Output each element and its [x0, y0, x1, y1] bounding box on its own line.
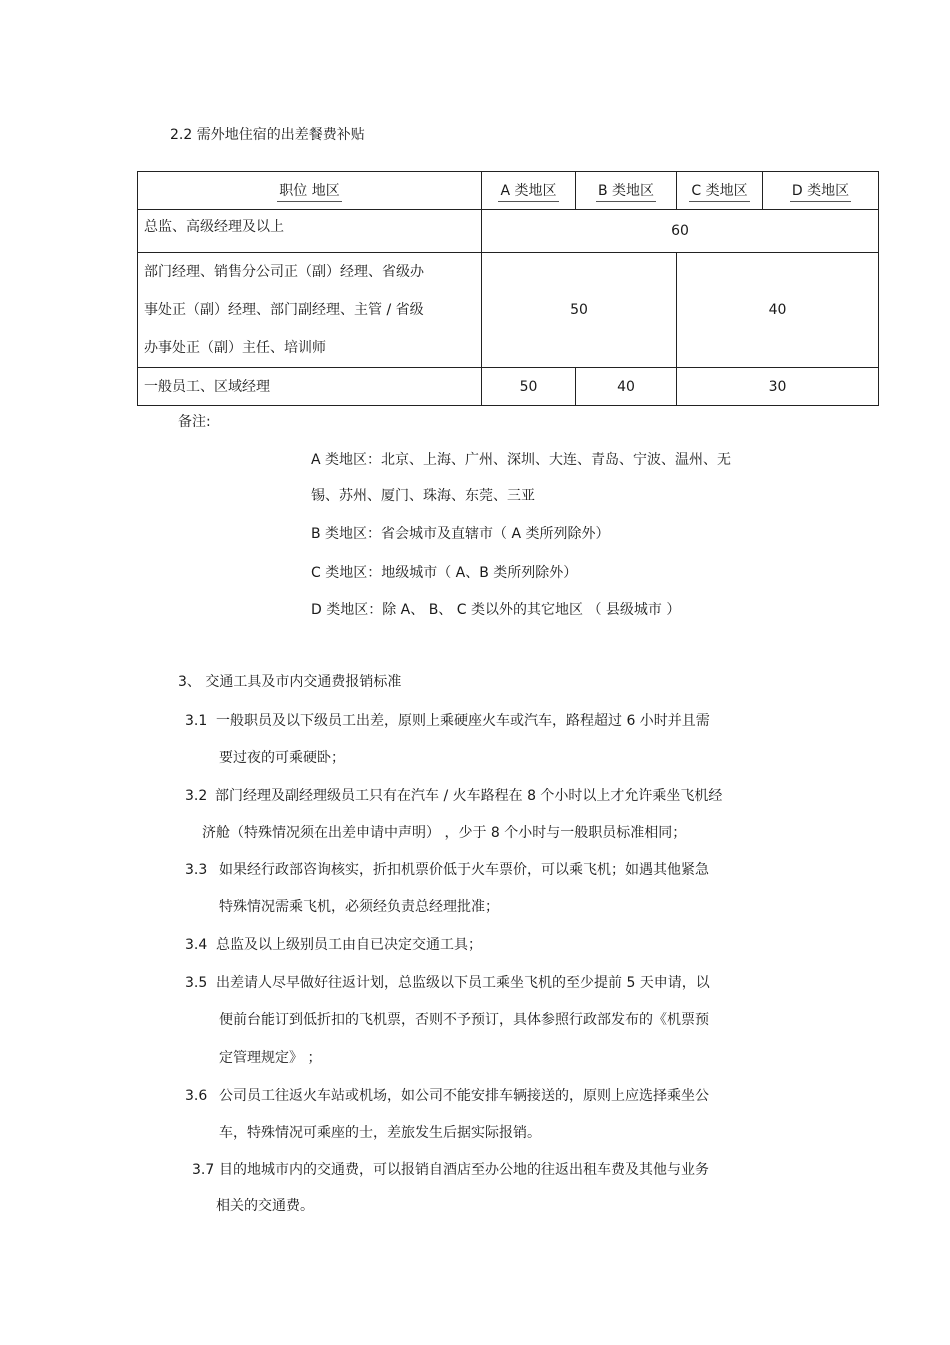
section-heading-3: 3、 交通工具及市内交通费报销标准 [178, 674, 402, 690]
note-line: B 类地区：省会城市及直辖市（ A 类所列除外） [311, 526, 610, 542]
header-area-b: B 类地区 [576, 172, 677, 210]
item-number: 3.6 [185, 1088, 208, 1104]
item-line: 总监及以上级别员工由自已决定交通工具； [216, 937, 482, 953]
row1-label: 总监、高级经理及以上 [138, 210, 482, 253]
note-line: C 类地区：地级城市（ A、B 类所列除外） [311, 565, 578, 581]
section-heading-2-2: 2.2 需外地住宿的出差餐费补贴 [170, 127, 365, 143]
row3-label: 一般员工、区域经理 [138, 368, 482, 406]
row2-label-line: 部门经理、销售分公司正（副）经理、省级办 [144, 264, 424, 280]
table-header-row [138, 172, 879, 210]
item-line: 便前台能订到低折扣的飞机票，否则不予预订，具体参照行政部发布的《机票预 [219, 1012, 709, 1028]
note-line: A 类地区：北京、上海、广州、深圳、大连、青岛、宁波、温州、无 [311, 452, 732, 468]
item-number: 3.2 [185, 788, 208, 804]
item-line: 车，特殊情况可乘座的士，差旅发生后据实际报销。 [219, 1125, 541, 1141]
row2-label [138, 253, 482, 368]
notes-heading: 备注: [178, 414, 211, 430]
note-line: D 类地区：除 A、 B、 C 类以外的其它地区 （ 县级城市 ） [311, 602, 681, 618]
item-line: 济舱（特殊情况须在出差申请中声明） ，少于 8 个小时与一般职员标准相同； [202, 825, 687, 841]
row2-label-line: 办事处正（副）主任、培训师 [144, 340, 326, 356]
header-area-a: A 类地区 [482, 172, 576, 210]
row2-value-ab: 50 [482, 253, 677, 368]
header-pos-area: 职位 地区 [138, 172, 482, 210]
row1-value: 60 [482, 210, 879, 253]
item-line: 公司员工往返火车站或机场，如公司不能安排车辆接送的，原则上应选择乘坐公 [219, 1088, 709, 1104]
row3-value-a: 50 [482, 368, 576, 406]
table-row [138, 368, 879, 406]
item-number: 3.7 [192, 1162, 215, 1178]
item-number: 3.5 [185, 975, 208, 991]
item-line: 要过夜的可乘硬卧； [219, 750, 345, 766]
table-row [138, 210, 879, 253]
item-line: 一般职员及以下级员工出差，原则上乘硬座火车或汽车，路程超过 6 小时并且需 [216, 713, 710, 729]
row2-value-cd: 40 [677, 253, 879, 368]
item-line: 相关的交通费。 [216, 1198, 314, 1214]
item-line: 如果经行政部咨询核实，折扣机票价低于火车票价，可以乘飞机；如遇其他紧急 [219, 862, 709, 878]
header-area-d: D 类地区 [763, 172, 879, 210]
row2-label-line: 事处正（副）经理、部门副经理、主管 / 省级 [144, 302, 424, 318]
header-area-c: C 类地区 [677, 172, 763, 210]
item-number: 3.3 [185, 862, 208, 878]
item-number: 3.1 [185, 713, 208, 729]
row3-value-b: 40 [576, 368, 677, 406]
item-line: 特殊情况需乘飞机，必须经负责总经理批准； [219, 899, 499, 915]
item-line: 部门经理及副经理级员工只有在汽车 / 火车路程在 8 个小时以上才允许乘坐飞机经 [215, 788, 723, 804]
note-line: 锡、苏州、厦门、珠海、东莞、三亚 [311, 488, 535, 504]
meal-allowance-table [137, 171, 879, 406]
item-line: 目的地城市内的交通费，可以报销自酒店至办公地的往返出租车费及其他与业务 [219, 1162, 709, 1178]
item-line: 定管理规定》 ； [219, 1050, 322, 1066]
table-row [138, 253, 879, 368]
item-number: 3.4 [185, 937, 208, 953]
item-line: 出差请人尽早做好往返计划，总监级以下员工乘坐飞机的至少提前 5 天申请，以 [216, 975, 710, 991]
row3-value-cd: 30 [677, 368, 879, 406]
